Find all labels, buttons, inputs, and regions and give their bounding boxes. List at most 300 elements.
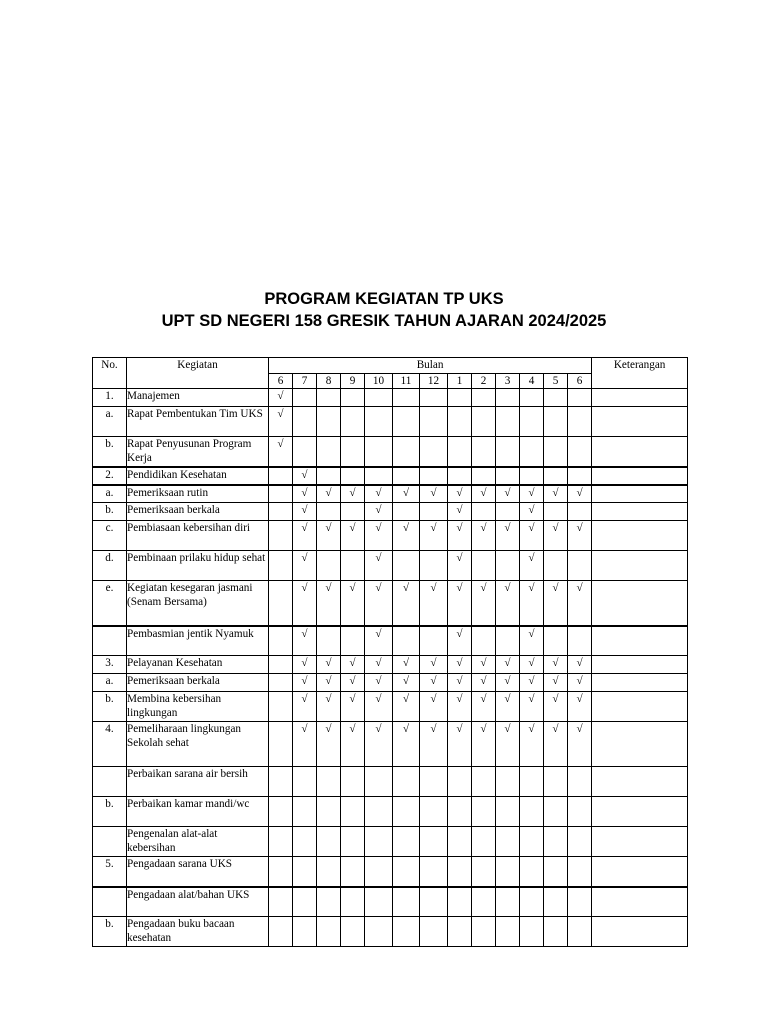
check-mark-cell: √ — [520, 674, 544, 692]
activity-label: Perbaikan kamar mandi/wc — [127, 797, 269, 827]
month-cell — [520, 827, 544, 857]
check-mark-cell: √ — [568, 485, 592, 503]
check-mark-cell: √ — [317, 722, 341, 767]
month-cell — [269, 467, 293, 485]
notes-cell — [592, 437, 688, 467]
check-mark-cell: √ — [317, 674, 341, 692]
check-mark-cell: √ — [293, 467, 317, 485]
check-mark-cell: √ — [568, 581, 592, 626]
check-mark-cell: √ — [269, 389, 293, 407]
check-mark-cell: √ — [520, 722, 544, 767]
month-cell — [393, 857, 420, 887]
notes-cell — [592, 767, 688, 797]
month-cell — [341, 887, 365, 917]
month-cell — [496, 887, 520, 917]
check-mark-cell: √ — [365, 503, 393, 521]
month-cell — [293, 407, 317, 437]
month-cell — [317, 503, 341, 521]
month-cell — [420, 797, 448, 827]
row-number: d. — [93, 551, 127, 581]
month-header: 5 — [544, 374, 568, 389]
check-mark-cell: √ — [544, 722, 568, 767]
month-cell — [568, 857, 592, 887]
month-header: 6 — [568, 374, 592, 389]
month-header: 2 — [472, 374, 496, 389]
month-cell — [365, 917, 393, 947]
month-cell — [341, 917, 365, 947]
check-mark-cell: √ — [448, 503, 472, 521]
month-cell — [269, 581, 293, 626]
table-row — [93, 857, 688, 887]
month-cell — [544, 917, 568, 947]
month-cell — [269, 887, 293, 917]
month-cell — [420, 467, 448, 485]
row-number: c. — [93, 521, 127, 551]
check-mark-cell: √ — [544, 692, 568, 722]
check-mark-cell: √ — [293, 674, 317, 692]
month-cell — [420, 389, 448, 407]
row-number: 4. — [93, 722, 127, 767]
month-cell — [341, 437, 365, 467]
month-cell — [496, 389, 520, 407]
table-row — [93, 437, 688, 467]
check-mark-cell: √ — [341, 722, 365, 767]
activity-label: Rapat Pembentukan Tim UKS — [127, 407, 269, 437]
activity-schedule-table — [92, 357, 688, 947]
month-cell — [568, 626, 592, 656]
notes-cell — [592, 827, 688, 857]
month-header: 10 — [365, 374, 393, 389]
notes-cell — [592, 674, 688, 692]
activity-label: Pembiasaan kebersihan diri — [127, 521, 269, 551]
notes-cell — [592, 551, 688, 581]
month-cell — [393, 917, 420, 947]
check-mark-cell: √ — [472, 656, 496, 674]
month-cell — [472, 389, 496, 407]
month-cell — [269, 521, 293, 551]
month-cell — [472, 797, 496, 827]
check-mark-cell: √ — [293, 503, 317, 521]
month-cell — [269, 797, 293, 827]
month-cell — [393, 626, 420, 656]
check-mark-cell: √ — [568, 722, 592, 767]
month-cell — [317, 626, 341, 656]
month-cell — [365, 827, 393, 857]
month-cell — [341, 389, 365, 407]
check-mark-cell: √ — [269, 437, 293, 467]
notes-cell — [592, 503, 688, 521]
month-cell — [269, 656, 293, 674]
activity-label: Rapat Penyusunan Program Kerja — [127, 437, 269, 467]
check-mark-cell: √ — [448, 674, 472, 692]
month-cell — [365, 389, 393, 407]
table-row — [93, 503, 688, 521]
month-cell — [496, 407, 520, 437]
table-body — [93, 389, 688, 947]
activity-label: Pengadaan alat/bahan UKS — [127, 887, 269, 917]
table-row — [93, 827, 688, 857]
month-cell — [317, 467, 341, 485]
month-cell — [393, 887, 420, 917]
check-mark-cell: √ — [365, 485, 393, 503]
month-header: 3 — [496, 374, 520, 389]
month-cell — [341, 503, 365, 521]
notes-cell — [592, 857, 688, 887]
check-mark-cell: √ — [393, 521, 420, 551]
activity-label: Pengenalan alat-alat kebersihan — [127, 827, 269, 857]
month-cell — [317, 887, 341, 917]
check-mark-cell: √ — [568, 521, 592, 551]
notes-cell — [592, 581, 688, 626]
check-mark-cell: √ — [365, 722, 393, 767]
month-header: 12 — [420, 374, 448, 389]
month-cell — [520, 767, 544, 797]
month-cell — [568, 797, 592, 827]
month-cell — [365, 887, 393, 917]
table-row — [93, 674, 688, 692]
month-cell — [420, 503, 448, 521]
month-cell — [293, 857, 317, 887]
check-mark-cell: √ — [520, 551, 544, 581]
notes-cell — [592, 692, 688, 722]
check-mark-cell: √ — [496, 674, 520, 692]
month-cell — [496, 626, 520, 656]
month-cell — [520, 797, 544, 827]
month-cell — [496, 467, 520, 485]
month-cell — [341, 827, 365, 857]
month-cell — [568, 887, 592, 917]
row-number — [93, 767, 127, 797]
month-header: 9 — [341, 374, 365, 389]
check-mark-cell: √ — [341, 485, 365, 503]
month-cell — [448, 467, 472, 485]
month-cell — [393, 437, 420, 467]
month-cell — [317, 407, 341, 437]
month-cell — [496, 857, 520, 887]
check-mark-cell: √ — [293, 656, 317, 674]
check-mark-cell: √ — [496, 521, 520, 551]
activity-label: Pemeriksaan berkala — [127, 503, 269, 521]
check-mark-cell: √ — [341, 674, 365, 692]
month-cell — [393, 797, 420, 827]
check-mark-cell: √ — [365, 692, 393, 722]
check-mark-cell: √ — [496, 581, 520, 626]
check-mark-cell: √ — [293, 626, 317, 656]
month-cell — [393, 389, 420, 407]
check-mark-cell: √ — [520, 503, 544, 521]
row-number — [93, 626, 127, 656]
month-cell — [544, 389, 568, 407]
table-row — [93, 797, 688, 827]
check-mark-cell: √ — [496, 722, 520, 767]
check-mark-cell: √ — [317, 656, 341, 674]
check-mark-cell: √ — [293, 485, 317, 503]
row-number: a. — [93, 485, 127, 503]
check-mark-cell: √ — [448, 551, 472, 581]
month-cell — [269, 551, 293, 581]
check-mark-cell: √ — [520, 692, 544, 722]
check-mark-cell: √ — [341, 656, 365, 674]
month-cell — [496, 551, 520, 581]
month-cell — [496, 917, 520, 947]
notes-cell — [592, 485, 688, 503]
month-cell — [393, 767, 420, 797]
month-cell — [544, 503, 568, 521]
check-mark-cell: √ — [568, 692, 592, 722]
month-cell — [544, 626, 568, 656]
month-cell — [568, 407, 592, 437]
check-mark-cell: √ — [520, 656, 544, 674]
month-cell — [420, 626, 448, 656]
check-mark-cell: √ — [393, 674, 420, 692]
header-activity: Kegiatan — [127, 358, 269, 389]
month-cell — [448, 857, 472, 887]
check-mark-cell: √ — [293, 551, 317, 581]
check-mark-cell: √ — [472, 485, 496, 503]
row-number: b. — [93, 692, 127, 722]
month-cell — [448, 389, 472, 407]
month-cell — [472, 551, 496, 581]
month-cell — [496, 503, 520, 521]
row-number: a. — [93, 407, 127, 437]
table-header — [93, 358, 688, 389]
check-mark-cell: √ — [568, 674, 592, 692]
month-header: 4 — [520, 374, 544, 389]
month-cell — [293, 827, 317, 857]
month-cell — [341, 797, 365, 827]
row-number: b. — [93, 437, 127, 467]
month-cell — [520, 437, 544, 467]
check-mark-cell: √ — [544, 674, 568, 692]
check-mark-cell: √ — [365, 674, 393, 692]
document-title: PROGRAM KEGIATAN TP UKS — [264, 290, 504, 308]
row-number — [93, 827, 127, 857]
check-mark-cell: √ — [544, 485, 568, 503]
check-mark-cell: √ — [317, 581, 341, 626]
month-cell — [568, 467, 592, 485]
month-header: 7 — [293, 374, 317, 389]
row-number: b. — [93, 917, 127, 947]
month-cell — [365, 797, 393, 827]
check-mark-cell: √ — [365, 551, 393, 581]
check-mark-cell: √ — [520, 485, 544, 503]
notes-cell — [592, 407, 688, 437]
table-row — [93, 626, 688, 656]
month-cell — [317, 551, 341, 581]
check-mark-cell: √ — [317, 485, 341, 503]
check-mark-cell: √ — [448, 581, 472, 626]
check-mark-cell: √ — [293, 581, 317, 626]
table-row — [93, 551, 688, 581]
month-cell — [317, 437, 341, 467]
activity-label: Pengadaan buku bacaan kesehatan — [127, 917, 269, 947]
month-cell — [365, 407, 393, 437]
month-cell — [269, 626, 293, 656]
table-row — [93, 722, 688, 767]
check-mark-cell: √ — [544, 581, 568, 626]
month-cell — [544, 467, 568, 485]
check-mark-cell: √ — [496, 692, 520, 722]
month-header: 8 — [317, 374, 341, 389]
row-number: e. — [93, 581, 127, 626]
check-mark-cell: √ — [472, 692, 496, 722]
month-cell — [520, 857, 544, 887]
month-cell — [293, 389, 317, 407]
month-cell — [544, 407, 568, 437]
month-cell — [293, 767, 317, 797]
month-cell — [496, 437, 520, 467]
month-cell — [341, 407, 365, 437]
month-cell — [420, 857, 448, 887]
check-mark-cell: √ — [341, 581, 365, 626]
month-cell — [544, 551, 568, 581]
month-cell — [568, 389, 592, 407]
check-mark-cell: √ — [393, 692, 420, 722]
check-mark-cell: √ — [420, 674, 448, 692]
check-mark-cell: √ — [365, 626, 393, 656]
table-row — [93, 767, 688, 797]
check-mark-cell: √ — [317, 521, 341, 551]
month-cell — [420, 917, 448, 947]
month-header: 1 — [448, 374, 472, 389]
check-mark-cell: √ — [269, 407, 293, 437]
check-mark-cell: √ — [420, 692, 448, 722]
month-cell — [568, 917, 592, 947]
month-cell — [341, 467, 365, 485]
check-mark-cell: √ — [317, 692, 341, 722]
row-number: b. — [93, 797, 127, 827]
check-mark-cell: √ — [393, 485, 420, 503]
check-mark-cell: √ — [293, 521, 317, 551]
activity-label: Perbaikan sarana air bersih — [127, 767, 269, 797]
month-cell — [544, 857, 568, 887]
month-cell — [472, 407, 496, 437]
month-cell — [520, 917, 544, 947]
month-cell — [420, 437, 448, 467]
check-mark-cell: √ — [448, 722, 472, 767]
activity-label: Membina kebersihan lingkungan — [127, 692, 269, 722]
month-cell — [496, 827, 520, 857]
table-row — [93, 917, 688, 947]
table-row — [93, 692, 688, 722]
check-mark-cell: √ — [293, 722, 317, 767]
row-number: b. — [93, 503, 127, 521]
check-mark-cell: √ — [496, 485, 520, 503]
row-number: 5. — [93, 857, 127, 887]
month-cell — [520, 389, 544, 407]
table-row — [93, 407, 688, 437]
month-cell — [317, 797, 341, 827]
month-cell — [393, 551, 420, 581]
check-mark-cell: √ — [448, 626, 472, 656]
month-cell — [293, 887, 317, 917]
check-mark-cell: √ — [341, 521, 365, 551]
table-row — [93, 581, 688, 626]
check-mark-cell: √ — [448, 521, 472, 551]
month-cell — [568, 767, 592, 797]
check-mark-cell: √ — [544, 656, 568, 674]
notes-cell — [592, 389, 688, 407]
notes-cell — [592, 722, 688, 767]
month-cell — [420, 767, 448, 797]
month-cell — [393, 503, 420, 521]
activity-label: Pelayanan Kesehatan — [127, 656, 269, 674]
check-mark-cell: √ — [520, 581, 544, 626]
row-number: 1. — [93, 389, 127, 407]
month-cell — [420, 827, 448, 857]
month-cell — [544, 767, 568, 797]
notes-cell — [592, 917, 688, 947]
month-cell — [341, 857, 365, 887]
check-mark-cell: √ — [420, 722, 448, 767]
header-notes: Keterangan — [592, 358, 688, 389]
check-mark-cell: √ — [420, 521, 448, 551]
month-cell — [269, 827, 293, 857]
month-cell — [544, 437, 568, 467]
month-cell — [472, 857, 496, 887]
check-mark-cell: √ — [420, 656, 448, 674]
month-cell — [472, 437, 496, 467]
month-cell — [365, 767, 393, 797]
check-mark-cell: √ — [341, 692, 365, 722]
activity-label: Pembinaan prilaku hidup sehat — [127, 551, 269, 581]
notes-cell — [592, 797, 688, 827]
month-cell — [393, 407, 420, 437]
activity-label: Kegiatan kesegaran jasmani (Senam Bersama) — [127, 581, 269, 626]
month-cell — [269, 503, 293, 521]
header-no: No. — [93, 358, 127, 389]
activity-label: Pendidikan Kesehatan — [127, 467, 269, 485]
check-mark-cell: √ — [520, 626, 544, 656]
month-cell — [269, 917, 293, 947]
month-cell — [448, 797, 472, 827]
month-cell — [269, 722, 293, 767]
month-cell — [472, 767, 496, 797]
notes-cell — [592, 887, 688, 917]
notes-cell — [592, 521, 688, 551]
check-mark-cell: √ — [472, 722, 496, 767]
month-cell — [341, 551, 365, 581]
month-cell — [472, 503, 496, 521]
table-row — [93, 521, 688, 551]
month-cell — [472, 887, 496, 917]
check-mark-cell: √ — [448, 656, 472, 674]
check-mark-cell: √ — [472, 521, 496, 551]
month-cell — [317, 917, 341, 947]
month-cell — [520, 407, 544, 437]
activity-label: Pemeliharaan lingkungan Sekolah sehat — [127, 722, 269, 767]
month-cell — [448, 437, 472, 467]
month-cell — [448, 407, 472, 437]
check-mark-cell: √ — [544, 521, 568, 551]
check-mark-cell: √ — [293, 692, 317, 722]
month-cell — [341, 767, 365, 797]
check-mark-cell: √ — [472, 674, 496, 692]
row-number: a. — [93, 674, 127, 692]
month-cell — [544, 827, 568, 857]
check-mark-cell: √ — [472, 581, 496, 626]
check-mark-cell: √ — [448, 692, 472, 722]
row-number: 3. — [93, 656, 127, 674]
table-row — [93, 467, 688, 485]
notes-cell — [592, 626, 688, 656]
month-cell — [448, 827, 472, 857]
row-number: 2. — [93, 467, 127, 485]
check-mark-cell: √ — [520, 521, 544, 551]
month-cell — [365, 467, 393, 485]
row-number — [93, 887, 127, 917]
month-cell — [496, 767, 520, 797]
